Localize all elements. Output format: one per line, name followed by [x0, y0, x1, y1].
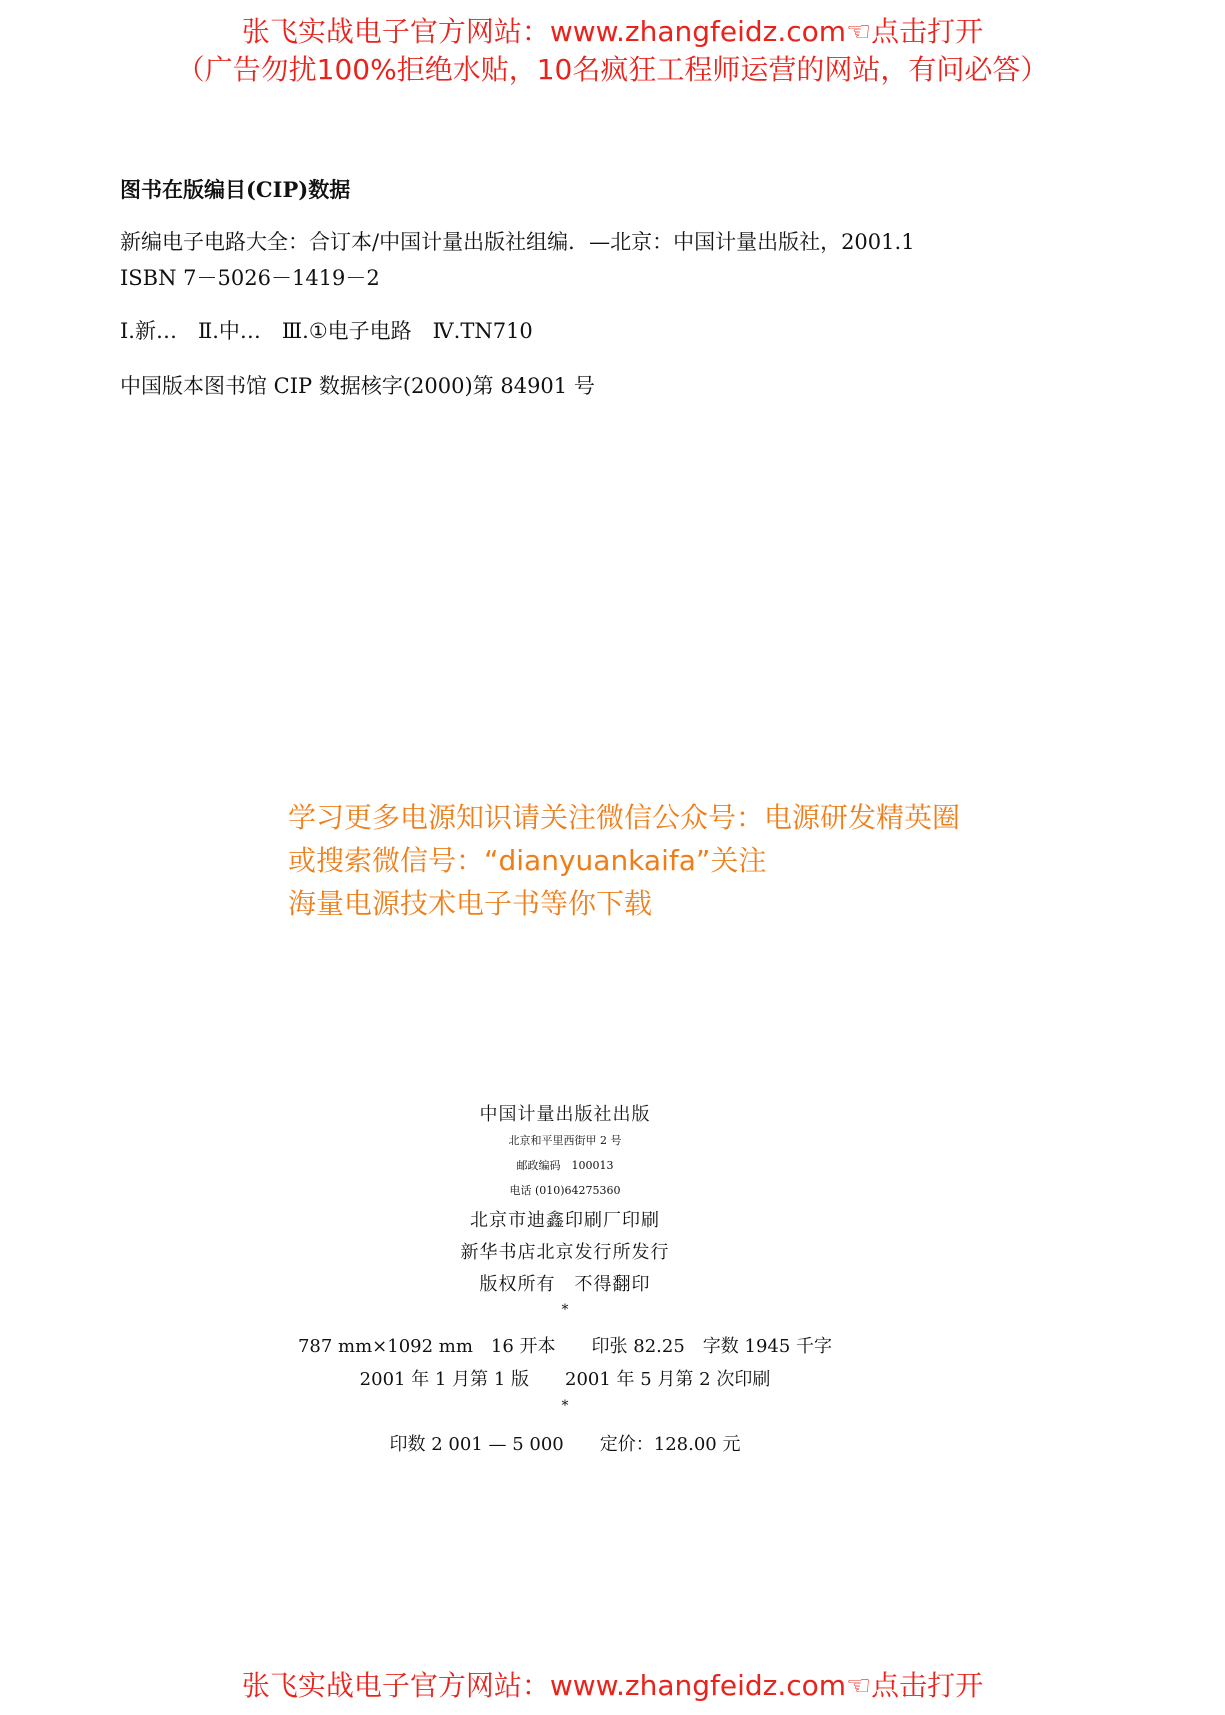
imprint-separator: *	[561, 1302, 569, 1318]
cip-classification: Ⅰ.新… Ⅱ.中… Ⅲ.①电子电路 Ⅳ.TN710	[120, 319, 533, 343]
cip-isbn: ISBN 7－5026－1419－2	[120, 266, 380, 290]
cip-heading: 图书在版编目(CIP)数据	[120, 177, 351, 202]
imprint-separator: *	[561, 1398, 569, 1414]
imprint-phone: 电话 (010)64275360	[509, 1184, 621, 1197]
promo-ebook-download: 海量电源技术电子书等你下载	[288, 887, 653, 920]
site-banner-link[interactable]: 张飞实战电子官方网站：www.zhangfeidz.com☜点击打开	[241, 15, 984, 48]
imprint-print-run-price: 印数 2 001 — 5 000 定价：128.00 元	[389, 1434, 741, 1455]
imprint-format: 787 mm×1092 mm 16 开本 印张 82.25 字数 1945 千字	[297, 1336, 833, 1357]
site-banner-subtitle: （广告勿扰100%拒绝水贴，10名疯狂工程师运营的网站，有问必答）	[176, 53, 1049, 86]
imprint-edition: 2001 年 1 月第 1 版 2001 年 5 月第 2 次印刷	[359, 1369, 771, 1390]
imprint-printer: 北京市迪鑫印刷厂印刷	[470, 1210, 660, 1231]
promo-wechat-id: 或搜索微信号：“dianyuankaifa”关注	[288, 844, 767, 877]
promo-wechat-account: 学习更多电源知识请关注微信公众号：电源研发精英圈	[288, 801, 961, 834]
cip-title-line: 新编电子电路大全：合订本/中国计量出版社组编．—北京：中国计量出版社，2001.1	[120, 230, 915, 254]
cip-record-number: 中国版本图书馆 CIP 数据核字(2000)第 84901 号	[120, 374, 595, 398]
imprint-rights: 版权所有 不得翻印	[479, 1274, 651, 1295]
imprint-address: 北京和平里西街甲 2 号	[508, 1134, 622, 1147]
site-banner-link-bottom[interactable]: 张飞实战电子官方网站：www.zhangfeidz.com☜点击打开	[241, 1669, 984, 1702]
imprint-distributor: 新华书店北京发行所发行	[460, 1242, 670, 1263]
imprint-publisher: 中国计量出版社出版	[479, 1104, 651, 1125]
imprint-postcode: 邮政编码 100013	[516, 1159, 614, 1172]
